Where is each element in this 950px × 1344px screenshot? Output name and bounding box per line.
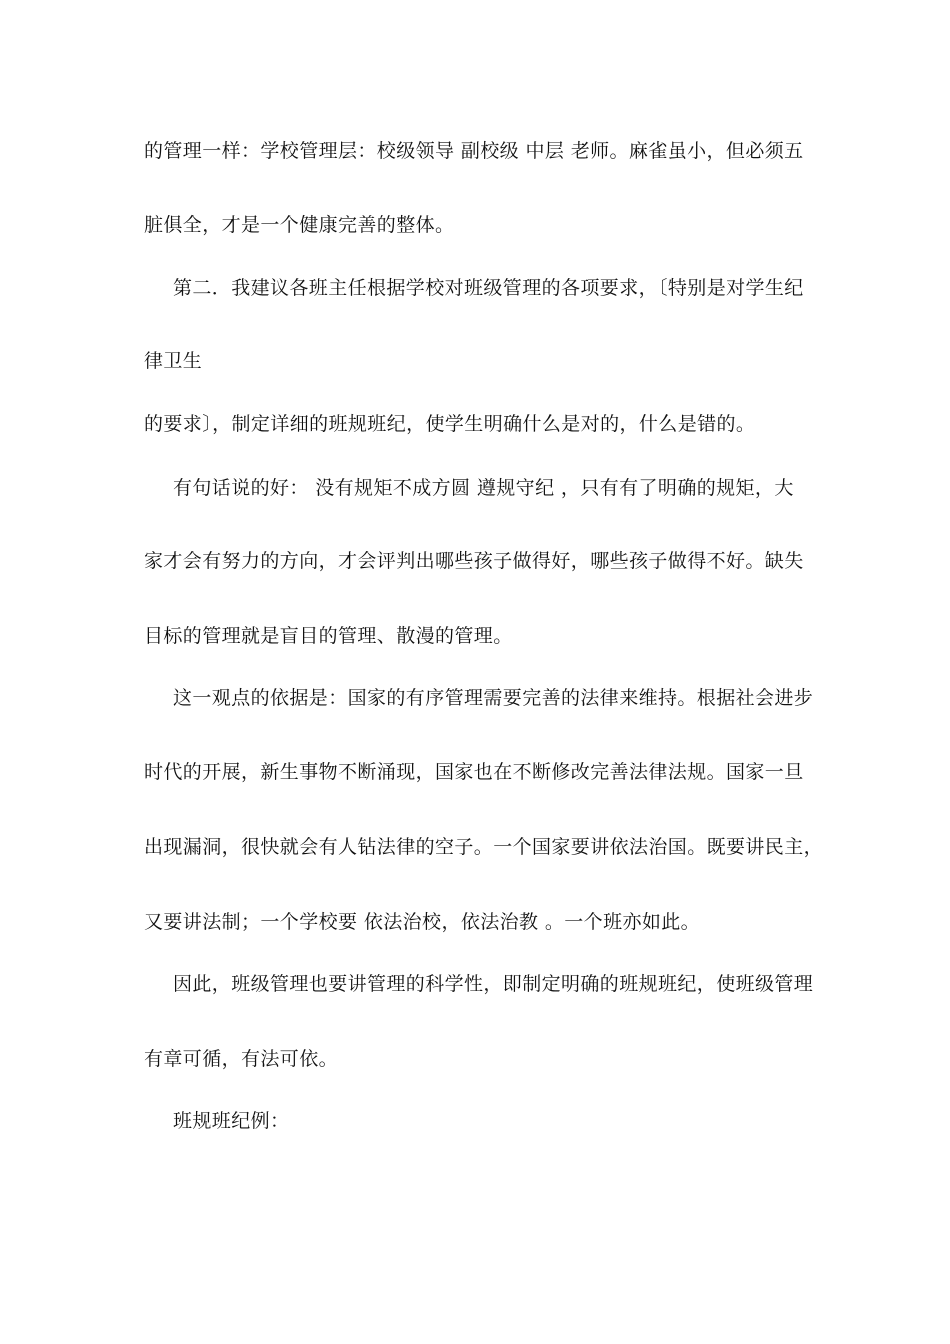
text-line: 目标的管理就是盲目的管理、散漫的管理。 <box>144 625 513 647</box>
text-line: 的要求〕，制定详细的班规班纪，使学生明确什么是对的，什么是错的。 <box>144 413 756 435</box>
paragraph-start-line: 因此，班级管理也要讲管理的科学性，即制定明确的班规班纪，使班级管理 <box>173 973 814 995</box>
paragraph-start-line: 第二．我建议各班主任根据学校对班级管理的各项要求，〔特别是对学生纪 <box>173 277 804 299</box>
text-line: 律卫生 <box>144 350 203 372</box>
text-line: 又要讲法制；一个学校要 依法治校，依法治教 。一个班亦如此。 <box>144 911 701 933</box>
text-line: 家才会有努力的方向，才会评判出哪些孩子做得好，哪些孩子做得不好。缺失 <box>144 550 804 572</box>
text-line: 的管理一样：学校管理层：校级领导 副校级 中层 老师。麻雀虽小，但必须五 <box>144 140 804 162</box>
paragraph-start-line: 这一观点的依据是：国家的有序管理需要完善的法律来维持。根据社会进步 <box>173 687 814 709</box>
text-line: 时代的开展，新生事物不断涌现，国家也在不断修改完善法律法规。国家一旦 <box>144 761 804 783</box>
paragraph-start-line: 有句话说的好： 没有规矩不成方圆 遵规守纪 ，只有有了明确的规矩，大 <box>173 477 794 499</box>
text-line: 有章可循，有法可依。 <box>144 1048 339 1070</box>
text-line: 脏俱全，才是一个健康完善的整体。 <box>144 214 455 236</box>
section-heading: 班规班纪例： <box>173 1110 290 1132</box>
text-line: 出现漏洞，很快就会有人钻法律的空子。一个国家要讲依法治国。既要讲民主， <box>144 836 824 858</box>
